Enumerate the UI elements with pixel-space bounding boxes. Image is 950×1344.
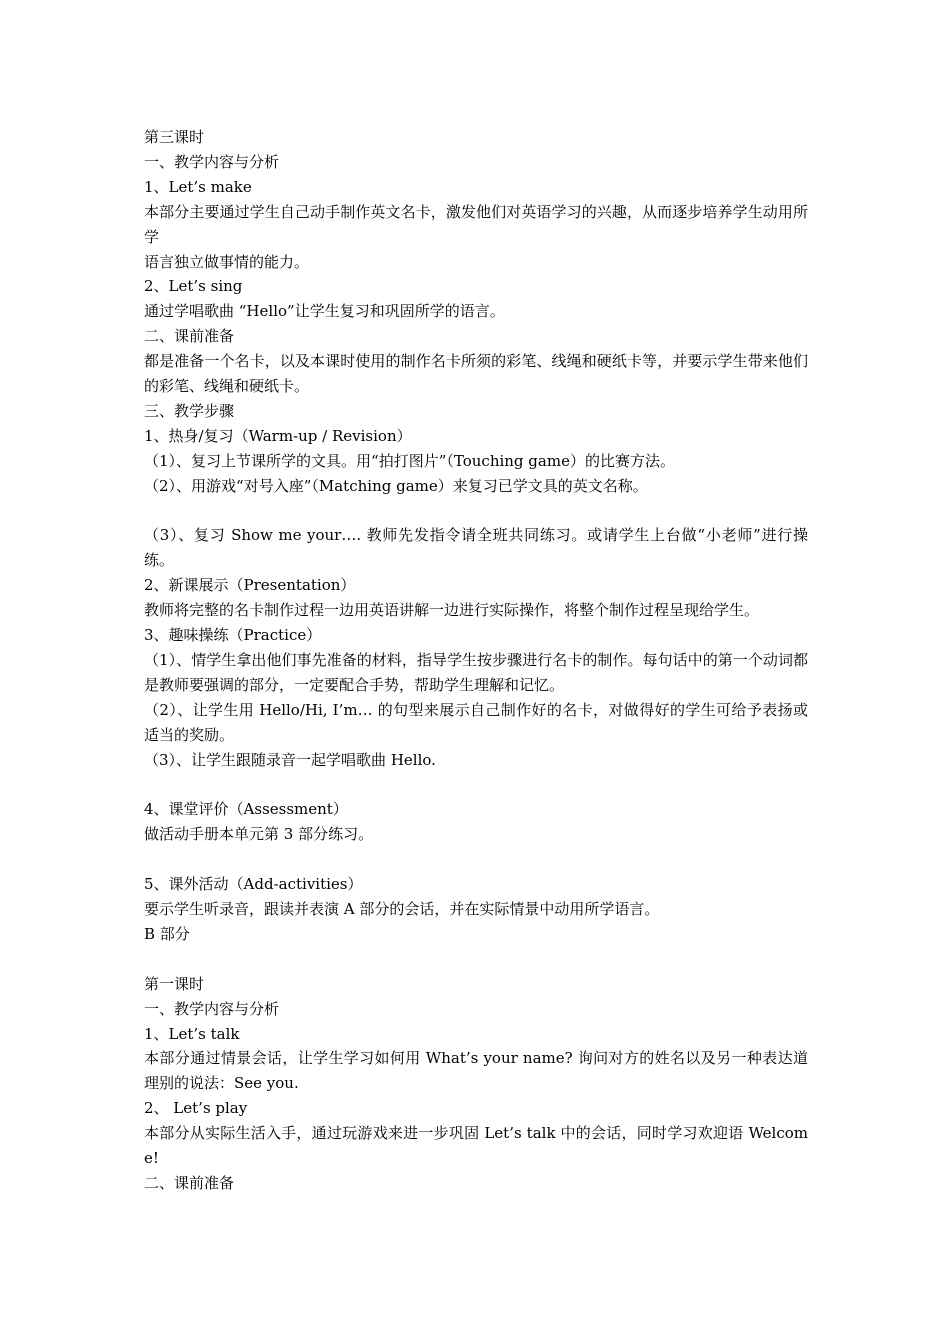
paragraph: 教师将完整的名卡制作过程一边用英语讲解一边进行实际操作，将整个制作过程呈现给学生。 — [144, 601, 760, 620]
paragraph: 都是准备一个名卡，以及本课时使用的制作名卡所须的彩笔、线绳和硬纸卡等，并要示学生带来他们的彩笔、线绳和硬纸卡。 — [144, 352, 808, 396]
subsection-heading: 5、课外活动（Add-activities） — [144, 875, 363, 894]
paragraph: 本部分通过情景会话，让学生学习如何用 What’s your name? 询问对方的姓名以及另一种表达道理别的说法：See you. — [144, 1049, 808, 1093]
subsection-heading: 1、Let’s make — [144, 177, 252, 196]
subsection-heading: 1、Let’s talk — [144, 1024, 240, 1043]
section-heading: 一、教学内容与分析 — [144, 152, 280, 171]
paragraph: 本部分从实际生活入手，通过玩游戏来进一步巩固 Let’s talk 中的会话，同时学习欢迎语 Welcome! — [144, 1124, 808, 1168]
subsection-heading: 4、课堂评价（Assessment） — [144, 800, 348, 819]
paragraph: 通过学唱歌曲 “Hello”让学生复习和巩固所学的语言。 — [144, 302, 505, 321]
lesson-heading: 第三课时 — [144, 128, 205, 146]
document-body — [144, 125, 808, 1196]
list-item: （2）、用游戏“对号入座”（Matching game）来复习已学文具的英文名称。 — [144, 476, 648, 495]
subsection-heading: 3、趣味操练（Practice） — [144, 626, 322, 645]
section-heading: 三、教学步骤 — [144, 401, 235, 420]
subsection-heading: 2、 Let’s play — [144, 1099, 248, 1118]
list-item: （3）、让学生跟随录音一起学唱歌曲 Hello. — [144, 750, 436, 769]
lesson-heading: 第一课时 — [144, 974, 205, 993]
paragraph: 本部分主要通过学生自己动手制作英文名卡，激发他们对英语学习的兴趣，从而逐步培养学生动用所学 — [144, 202, 808, 246]
list-item: （3）、复习 Show me your…. 教师先发指令请全班共同练习。或请学生上台做“小老师”进行操练。 — [144, 526, 808, 570]
list-item: （1）、复习上节课所学的文具。用“拍打图片”（Touching game）的比赛方法。 — [144, 451, 675, 470]
subsection-heading: 2、Let’s sing — [144, 277, 243, 296]
section-heading: 二、课前准备 — [144, 327, 235, 346]
list-item: （2）、让学生用 Hello/Hi, I’m… 的句型来展示自己制作好的名卡，对做得好的学生可给予表扬或适当的奖励。 — [144, 700, 808, 744]
section-heading: 一、教学内容与分析 — [144, 999, 280, 1018]
blank-line — [144, 947, 808, 972]
blank-line — [144, 499, 808, 524]
blank-line — [144, 847, 808, 872]
subsection-heading: 1、热身/复习（Warm-up / Revision） — [144, 426, 412, 445]
paragraph: 要示学生听录音，跟读并表演 A 部分的会话，并在实际情景中动用所学语言。 — [144, 900, 660, 919]
paragraph: 做活动手册本单元第 3 部分练习。 — [144, 825, 374, 844]
list-item: （1）、情学生拿出他们事先准备的材料，指导学生按步骤进行名卡的制作。每句话中的第一个动词都是教师要强调的部分，一定要配合手势，帮助学生理解和记忆。 — [144, 651, 808, 694]
section-heading: 二、课前准备 — [144, 1174, 235, 1192]
subsection-heading: 2、新课展示（Presentation） — [144, 576, 356, 595]
paragraph: 语言独立做事情的能力。 — [144, 252, 310, 271]
blank-line — [144, 773, 808, 798]
part-heading: B 部分 — [144, 924, 190, 943]
